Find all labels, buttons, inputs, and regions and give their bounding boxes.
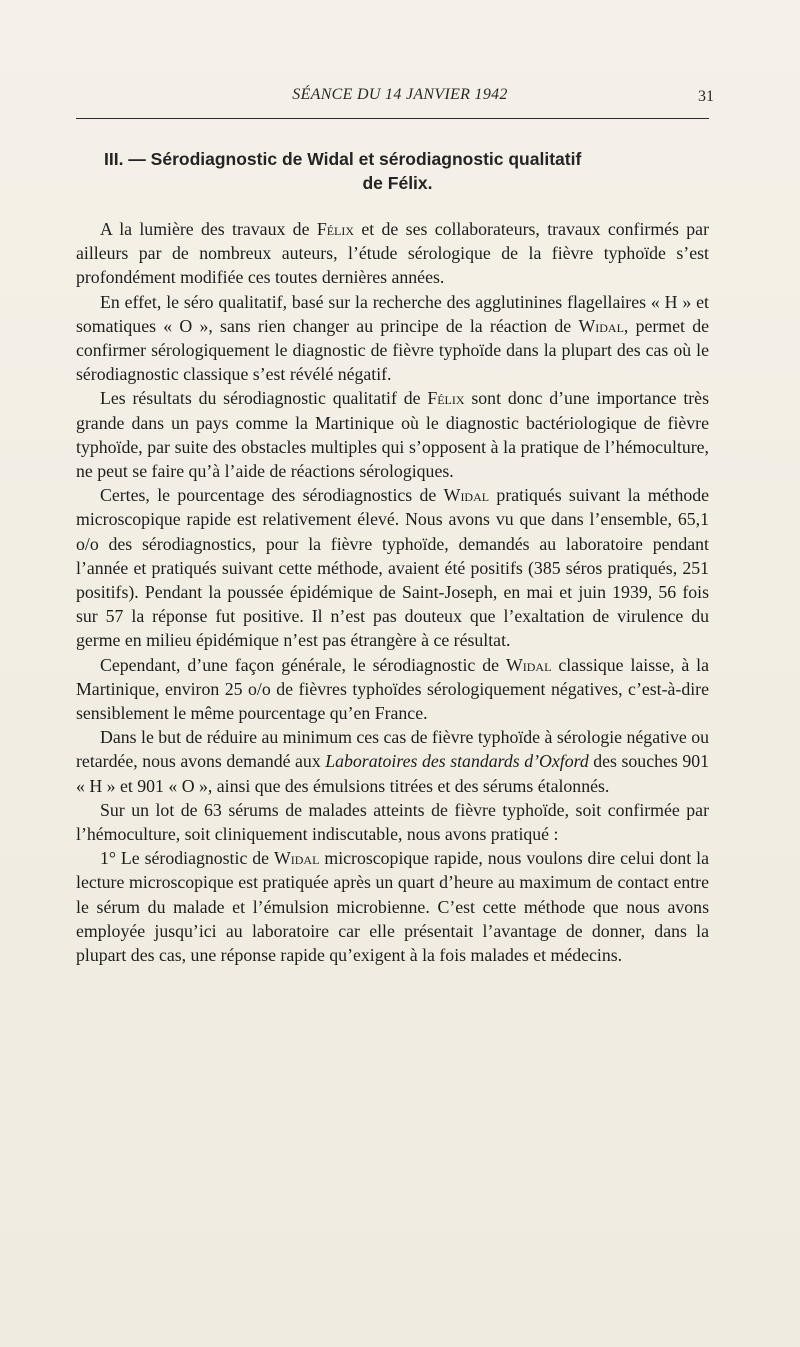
text-run: , permet de confirmer sérologiquement le diagnostic de fièvre typhoïde dans la plupart des cas où le sérodiagnostic classique s’est révélé négatif. [76, 315, 709, 385]
running-title: SÉANCE DU 14 JANVIER 1942 [292, 86, 508, 103]
running-head [0, 86, 800, 110]
text-run: Dans le but de réduire au minimum ces cas de fièvre typhoïde à sérologie négative ou retardée, nous avons demandé aux [76, 727, 709, 772]
text-run: des souches 901 « H » et 901 « O », ainsi que des émulsions titrées et des sérums étalonnés. [76, 751, 709, 796]
text-run: Cependant, d’une façon générale, le sérodiagnostic de [100, 654, 506, 675]
author-name: Widal [505, 654, 552, 675]
text-run: 1° Le sérodiagnostic de [100, 848, 274, 869]
section-heading [76, 147, 709, 195]
author-name: Widal [273, 848, 320, 869]
paragraph [76, 386, 709, 483]
author-name: Félix [427, 388, 465, 409]
author-name: Widal [578, 315, 624, 336]
paragraph [76, 653, 709, 726]
paragraph [76, 483, 709, 652]
italic-text: Laboratoires des standards d’Oxford [325, 751, 589, 772]
page-number: 31 [698, 88, 714, 105]
paragraph [76, 725, 709, 798]
body-text [76, 217, 709, 967]
paragraph [76, 798, 709, 846]
paragraph [76, 290, 709, 387]
text-run: Certes, le pourcentage des sérodiagnostics de [100, 485, 444, 506]
paragraph [76, 846, 709, 967]
text-run: et de ses collaborateurs, travaux confirmés par ailleurs par de nombreux auteurs, l’étude sérologique de la fièvre typhoïde s’est profondément modifiée ces toutes dernières années. [76, 219, 709, 288]
section-heading-line-1: III. — Sérodiagnostic de Widal et sérodiagnostic qualitatif [104, 149, 582, 169]
section-heading-line-2: de Félix. [362, 173, 433, 193]
paragraph [76, 217, 709, 290]
header-rule [76, 118, 709, 119]
text-run: En effet, le séro qualitatif, basé sur la recherche des agglutinines flagellaires « H » et somatiques « O », sans rien changer au principe de la réaction de [76, 291, 709, 336]
text-run: pratiqués suivant la méthode microscopique rapide est relativement élevé. Nous avons vu que dans l’ensemble, 65,1 o/o des sérodiagnostics, pour la fièvre typhoïde, demandés au laboratoire pendant l’année et pratiqués suivant cette méthode, avaient été positifs (385 séros pratiqués, 251 positifs). Pendant la poussée épidémique de Saint-Joseph, en mai et juin 1939, 56 fois sur 57 la réponse fut positive. Il n’est pas douteux que l’exaltation de virulence du germe en milieu épidémique n’est pas étrangère à ce résultat. [76, 485, 710, 651]
text-run: classique laisse, à la Martinique, environ 25 o/o de fièvres typhoïdes sérologiquement négatives, c’est-à-dire sensiblement le même pourcentage qu’en France. [76, 654, 709, 724]
author-name: Félix [316, 219, 355, 239]
text-run: microscopique rapide, nous voulons dire celui dont la lecture microscopique est pratiquée après un quart d’heure au maximum de contact entre le sérum du malade et l’émulsion microbienne. C’est cette méthode que nous avons employée jusqu’ici au laboratoire car elle présentait l’avantage de donner, dans la plupart des cas, une réponse rapide qu’exigent à la fois malades et médecins. [76, 848, 709, 966]
text-run: A la lumière des travaux de [100, 219, 317, 239]
text-run: Sur un lot de 63 sérums de malades atteints de fièvre typhoïde, soit confirmée par l’hémoculture, soit cliniquement indiscutable, nous avons pratiqué : [76, 799, 709, 845]
text-run: sont donc d’une importance très grande dans un pays comme la Martinique où le diagnostic bactériologique de fièvre typhoïde, par suite des obstacles multiples qui s’opposent à la pratique de l’hémoculture, ne peut se faire qu’à l’aide de réactions sérologiques. [76, 388, 709, 482]
text-run: Les résultats du sérodiagnostic qualitatif de [100, 388, 428, 409]
author-name: Widal [443, 485, 490, 506]
